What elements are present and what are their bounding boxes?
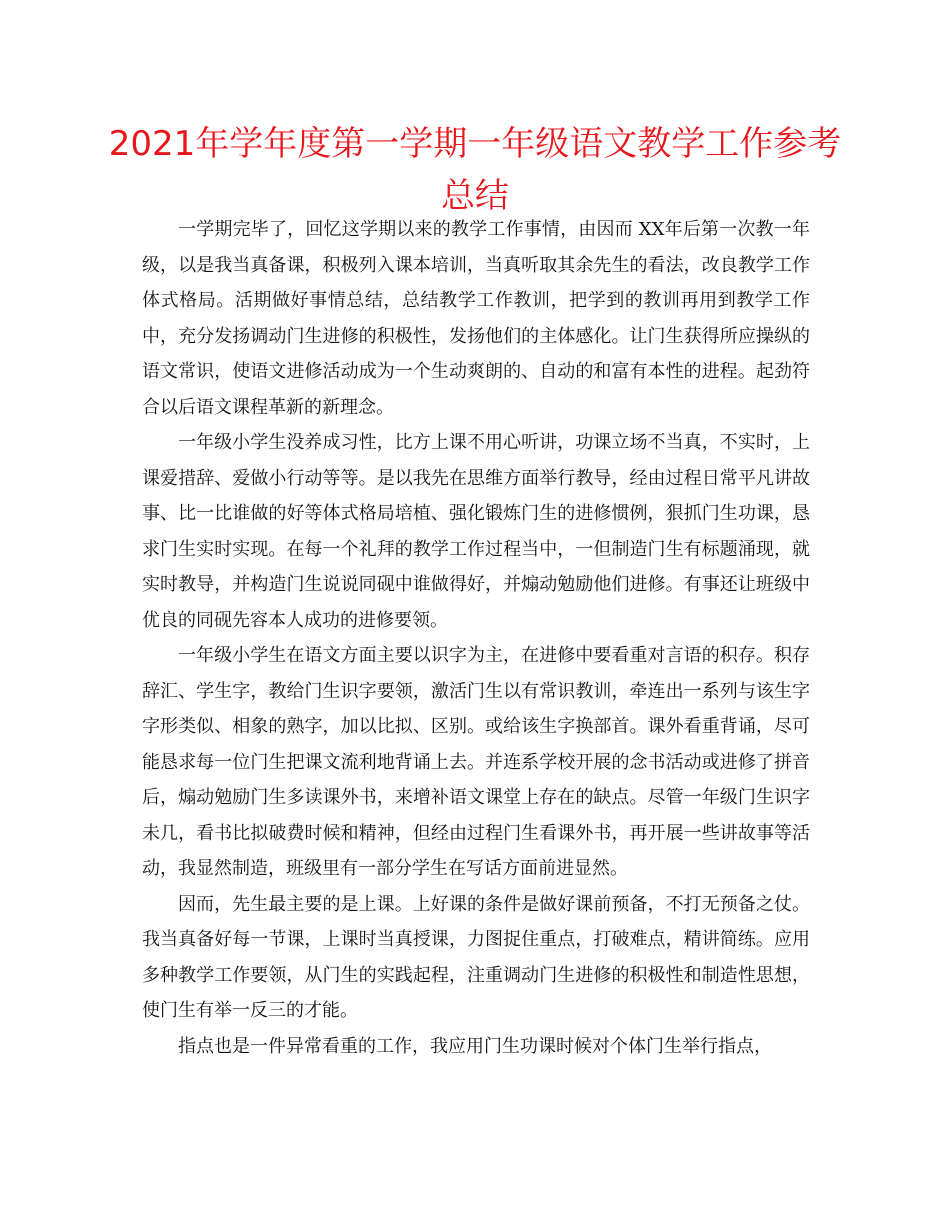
document-title: 2021年学年度第一学期一年级语文教学工作参考总结 xyxy=(108,124,842,216)
paragraph: 指点也是一件异常看重的工作，我应用门生功课时候对个体门生举行指点， xyxy=(178,1035,772,1057)
paragraph: 一年级小学生在语文方面主要以识字为主，在进修中要看重对言语的积存。积存辞汇、学生字，教给门生识字要领，激活门生以有常识教训，牵连出一系列与该生字字形类似、相象的熟字，加以比拟、区别。或给该生字换部首。课外看重背诵，尽可能恳求每一位门生把课文流利地背诵上去。并连系学校开展的念书活动或进修了拼音后，煽动勉励门生多读课外书，来增补语文课堂上存在的缺点。尽管一年级门生识字未几，看书比拟破费时候和精神，但经由过程门生看课外书，再开展一些讲故事等活动，我显然制造，班级里有一部分学生在写话方面前进显然。 xyxy=(142,645,810,879)
paragraph: 因而，先生最主要的是上课。上好课的条件是做好课前预备，不打无预备之仗。我当真备好每一节课，上课时当真授课，力图捉住重点，打破难点，精讲简练。应用多种教学工作要领，从门生的实践起程，注重调动门生进修的积极性和制造性思想，使门生有举一反三的才能。 xyxy=(142,893,810,1021)
paragraph: 一学期完毕了，回忆这学期以来的教学工作事情，由因而 XX年后第一次教一年级，以是我当真备课，积极列入课本培训，当真听取其余先生的看法，改良教学工作体式格局。活期做好事情总结，总结教学工作教训，把学到的教训再用到教学工作中，充分发扬调动门生进修的积极性，发扬他们的主体感化。让门生获得所应操纵的语文常识，使语文进修活动成为一个生动爽朗的、自动的和富有本性的进程。起劲符合以后语文课程革新的新理念。 xyxy=(142,219,810,418)
paragraph: 一年级小学生没养成习性，比方上课不用心听讲，功课立场不当真，不实时，上课爱措辞、爱做小行动等等。是以我先在思维方面举行教导，经由过程日常平凡讲故事、比一比谁做的好等体式格局培植、强化锻炼门生的进修惯例，狠抓门生功课，恳求门生实时实现。在每一个礼拜的教学工作过程当中，一但制造门生有标题涌现，就实时教导，并构造门生说说同砚中谁做得好，并煽动勉励他们进修。有事还让班级中优良的同砚先容本人成功的进修要领。 xyxy=(142,432,810,631)
document-body xyxy=(142,212,810,1064)
